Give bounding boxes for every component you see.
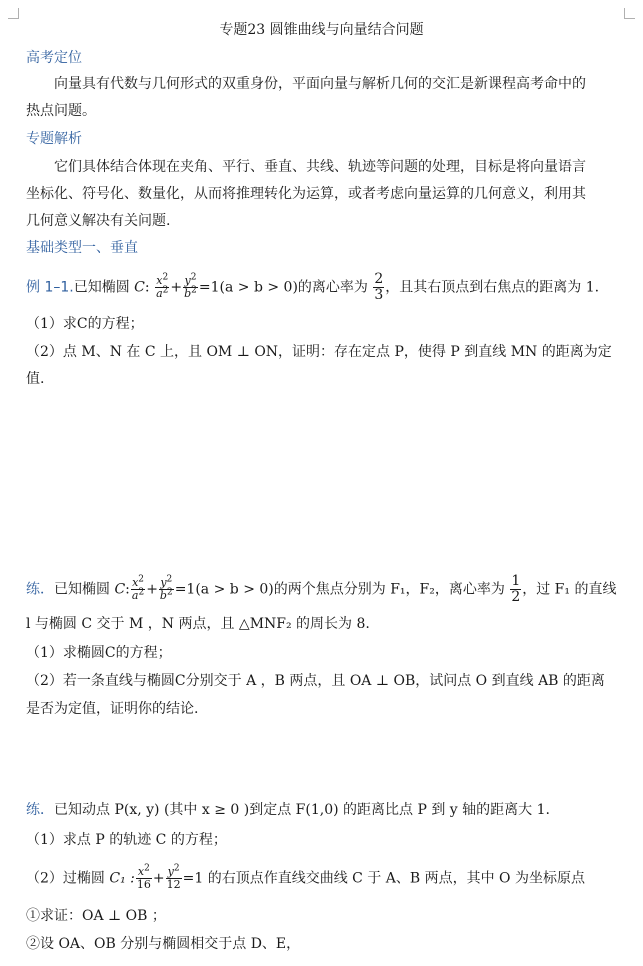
question-line: ②设 OA、OB 分别与椭圆相交于点 D、E，: [26, 936, 301, 952]
eccentricity-fraction: $\frac{1}{2}$: [511, 573, 521, 605]
section-heading-analysis: 专题解析: [26, 131, 82, 147]
eccentricity-fraction: $\frac{2}{3}$: [374, 271, 384, 303]
question-line: （2）若一条直线与椭圆C分别交于 A ，B 两点，且 OA ⊥ OB，试问点 O 到直线 AB 的距离: [26, 673, 605, 689]
paragraph-line: 热点问题。: [26, 103, 96, 119]
paragraph-line: 几何意义解决有关问题.: [26, 213, 171, 229]
page-corner-mark: [624, 8, 635, 19]
question-line: （2）过椭圆 C₁ : $\frac{x^2}{16}$ + $\frac{y^2}{12}$ =1 的右顶点作直线交曲线 C 于 A、B 两点，其中 O 为坐标原点: [26, 863, 585, 891]
question-line: ①求证：OA ⊥ OB ；: [26, 908, 166, 924]
practice-label: 练．: [26, 802, 54, 818]
page-title: 专题23 圆锥曲线与向量结合问题: [219, 22, 424, 38]
fraction: $\frac{x^2}{a^2}$: [131, 574, 145, 602]
page-corner-mark: [8, 8, 19, 19]
example-statement: 例 1–1.已知椭圆 C: $\frac{x^2}{a^2}$ + $\frac{y^2}{b^2}$ =1(a > b > 0)的离心率为 $\frac{2}{3}$ ，且其右顶点到右焦点的距离为 1.: [26, 271, 600, 303]
fraction: $\frac{y^2}{12}$: [166, 863, 181, 891]
paragraph-line: 它们具体结合体现在夹角、平行、垂直、共线、轨迹等问题的处理，目标是将向量语言: [54, 159, 586, 175]
question-line: 值.: [26, 371, 45, 387]
question-line: 是否为定值，证明你的结论.: [26, 701, 199, 717]
question-line: （1）求椭圆C的方程；: [26, 645, 172, 661]
question-line: （1）求点 P 的轨迹 C 的方程；: [26, 832, 227, 848]
fraction: $\frac{x^2}{16}$: [136, 863, 151, 891]
fraction: $\frac{x^2}{a^2}$: [156, 272, 169, 300]
section-heading-gaokao: 高考定位: [26, 50, 82, 66]
practice-label: 练．: [26, 581, 54, 598]
question-line: （1）求C的方程；: [26, 316, 144, 332]
practice-statement: 练．已知动点 P(x, y) (其中 x ≥ 0 )到定点 F(1,0) 的距离比点 P 到 y 轴的距离大 1.: [26, 802, 550, 818]
paragraph-line: 向量具有代数与几何形式的双重身份，平面向量与解析几何的交汇是新课程高考命中的: [54, 76, 586, 92]
question-line: （2）点 M、N 在 C 上，且 OM ⊥ ON，证明：存在定点 P，使得 P 到直线 MN 的距离为定: [26, 344, 612, 360]
paragraph-line: 坐标化、符号化、数量化，从而将推理转化为运算，或者考虑向量运算的几何意义，利用其: [26, 186, 586, 202]
fraction: $\frac{y^2}{b^2}$: [159, 574, 173, 602]
question-line: l 与椭圆 C 交于 M ，N 两点，且 △MNF₂ 的周长为 8.: [26, 616, 370, 632]
section-heading-type1: 基础类型一、垂直: [26, 240, 138, 256]
example-label: 例 1–1.: [26, 279, 74, 296]
fraction: $\frac{y^2}{b^2}$: [184, 272, 197, 300]
practice-statement: 练．已知椭圆 C: $\frac{x^2}{a^2}$ + $\frac{y^2}{b^2}$ =1(a > b > 0)的两个焦点分别为 F₁，F₂，离心率为 $\frac{1}{2}$ ，过 F₁ 的直线: [26, 573, 617, 605]
